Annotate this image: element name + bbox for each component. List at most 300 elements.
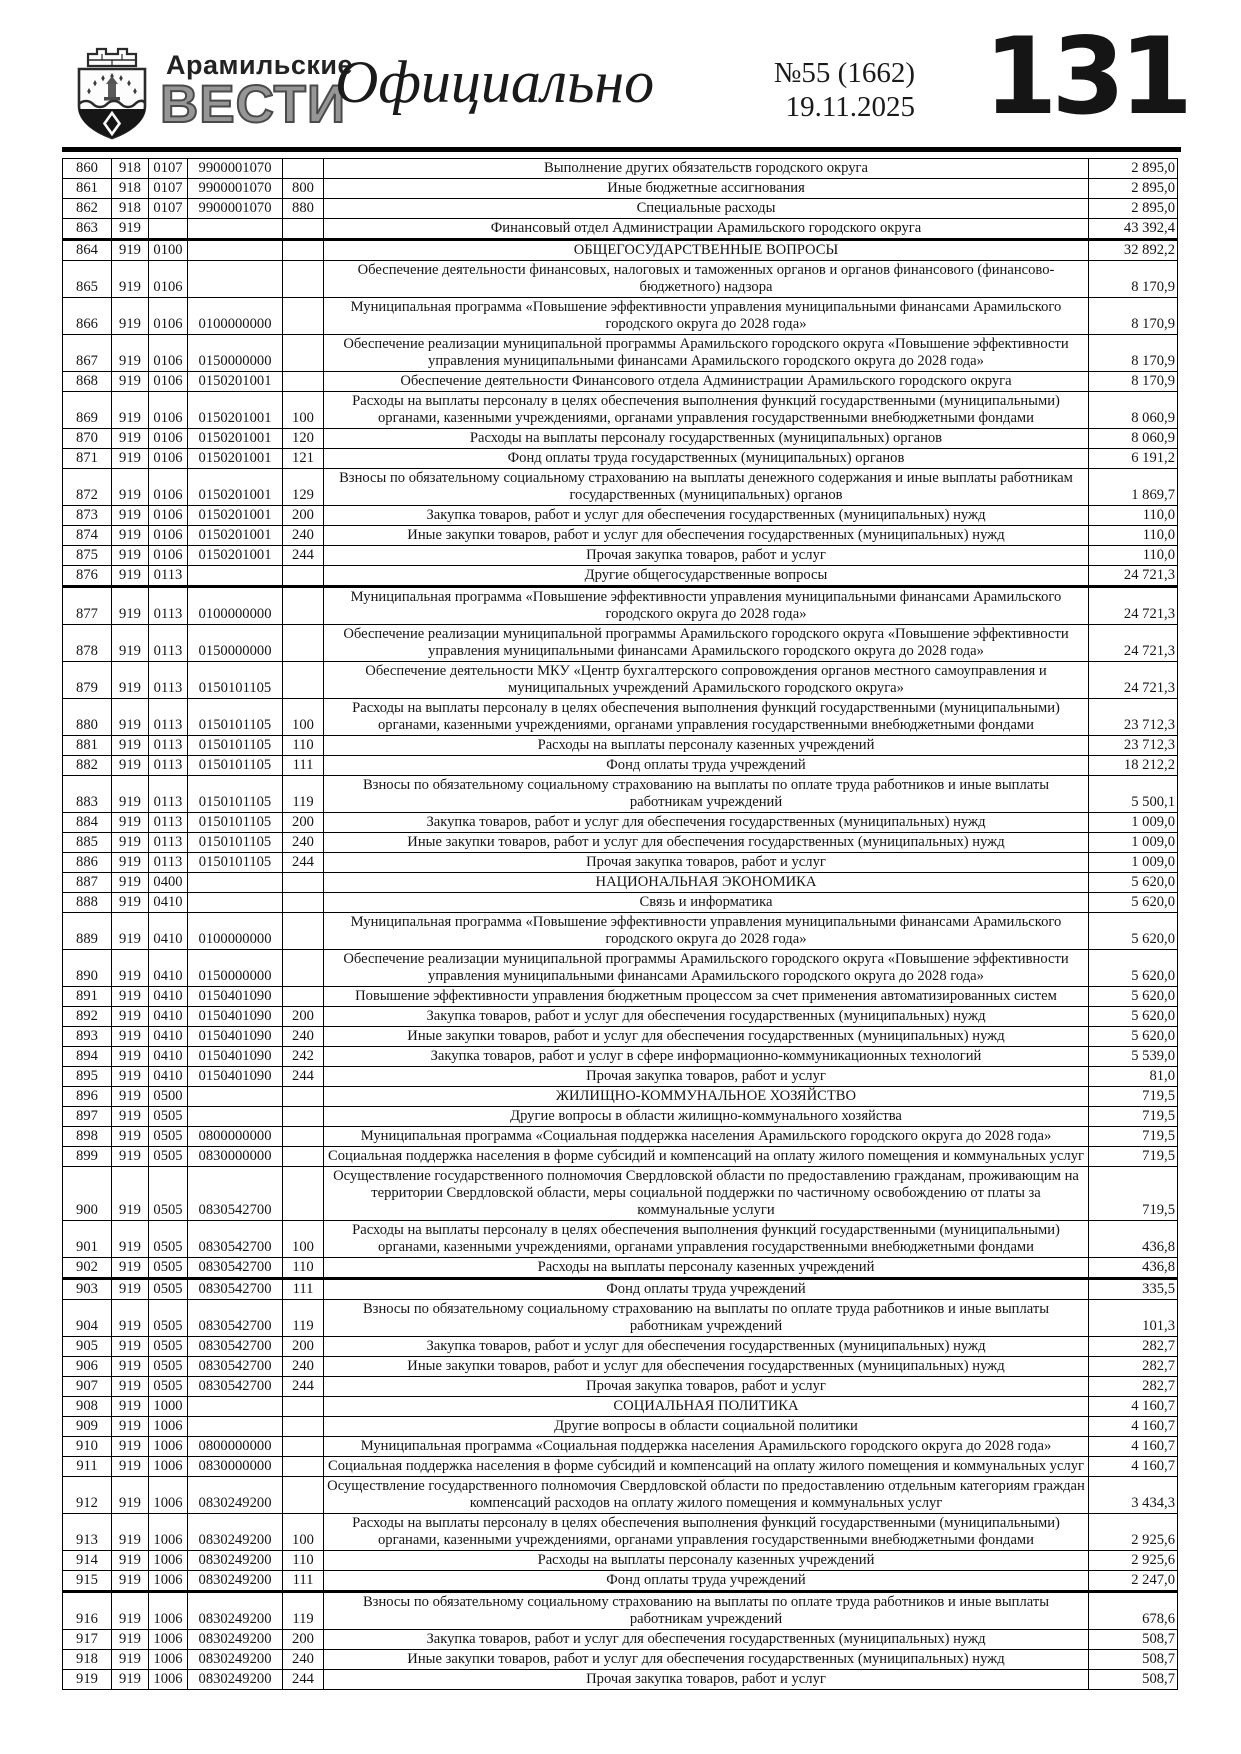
grbs-code-cell: 919: [112, 429, 149, 449]
grbs-code-cell: 919: [112, 833, 149, 853]
target-article-code-cell: 0830000000: [188, 1457, 283, 1477]
expense-name-cell: Взносы по обязательному социальному страхованию на выплаты по оплате труда работников и иные выплаты работникам учреждений: [324, 1592, 1089, 1630]
line-number-cell: 871: [63, 449, 112, 469]
expense-name-cell: Иные закупки товаров, работ и услуг для обеспечения государственных (муниципальных) нужд: [324, 1357, 1089, 1377]
amount-cell: 1 009,0: [1089, 853, 1178, 873]
expense-name-cell: Иные закупки товаров, работ и услуг для обеспечения государственных (муниципальных) нужд: [324, 1027, 1089, 1047]
expense-name-cell: Расходы на выплаты персоналу в целях обеспечения выполнения функций государственными (муниципальными) органами, казенными учреждениями, органами управления государственными внебюджетными фондами: [324, 1514, 1089, 1551]
grbs-code-cell: 919: [112, 699, 149, 736]
target-article-code-cell: [188, 1397, 283, 1417]
target-article-code-cell: [188, 873, 283, 893]
amount-cell: 8 170,9: [1089, 298, 1178, 335]
line-number-cell: 903: [63, 1279, 112, 1300]
section-code-cell: 0106: [149, 298, 188, 335]
expense-name-cell: Прочая закупка товаров, работ и услуг: [324, 546, 1089, 566]
table-row: [63, 199, 1178, 219]
table-row: [63, 950, 1178, 987]
amount-cell: 32 892,2: [1089, 240, 1178, 261]
section-code-cell: 0505: [149, 1167, 188, 1221]
expense-type-code-cell: [283, 219, 324, 240]
grbs-code-cell: 919: [112, 335, 149, 372]
expense-type-code-cell: [283, 987, 324, 1007]
table-row: [63, 546, 1178, 566]
expense-type-code-cell: [283, 240, 324, 261]
table-row: [63, 1477, 1178, 1514]
expense-name-cell: Закупка товаров, работ и услуг для обеспечения государственных (муниципальных) нужд: [324, 1337, 1089, 1357]
line-number-cell: 898: [63, 1127, 112, 1147]
target-article-code-cell: 0830249200: [188, 1571, 283, 1592]
amount-cell: 110,0: [1089, 506, 1178, 526]
expense-type-code-cell: [283, 893, 324, 913]
line-number-cell: 865: [63, 261, 112, 298]
amount-cell: 8 170,9: [1089, 335, 1178, 372]
grbs-code-cell: 919: [112, 756, 149, 776]
section-code-cell: 0106: [149, 506, 188, 526]
section-code-cell: 0106: [149, 335, 188, 372]
line-number-cell: 893: [63, 1027, 112, 1047]
line-number-cell: 909: [63, 1417, 112, 1437]
amount-cell: 24 721,3: [1089, 662, 1178, 699]
section-code-cell: 0400: [149, 873, 188, 893]
amount-cell: 335,5: [1089, 1279, 1178, 1300]
grbs-code-cell: 919: [112, 506, 149, 526]
expense-name-cell: Связь и информатика: [324, 893, 1089, 913]
target-article-code-cell: 0830249200: [188, 1477, 283, 1514]
grbs-code-cell: 919: [112, 1147, 149, 1167]
section-code-cell: 0505: [149, 1221, 188, 1258]
line-number-cell: 905: [63, 1337, 112, 1357]
grbs-code-cell: 919: [112, 1357, 149, 1377]
expense-type-code-cell: [283, 1127, 324, 1147]
target-article-code-cell: 0150101105: [188, 833, 283, 853]
line-number-cell: 917: [63, 1630, 112, 1650]
amount-cell: 719,5: [1089, 1107, 1178, 1127]
table-row: [63, 1107, 1178, 1127]
expense-name-cell: Закупка товаров, работ и услуг в сфере информационно-коммуникационных технологий: [324, 1047, 1089, 1067]
amount-cell: 5 620,0: [1089, 893, 1178, 913]
amount-cell: 1 009,0: [1089, 813, 1178, 833]
section-title: Официально: [335, 49, 655, 115]
amount-cell: 23 712,3: [1089, 699, 1178, 736]
expense-type-code-cell: 129: [283, 469, 324, 506]
grbs-code-cell: 919: [112, 813, 149, 833]
section-code-cell: 0410: [149, 1067, 188, 1087]
expense-type-code-cell: [283, 1147, 324, 1167]
target-article-code-cell: 0830249200: [188, 1670, 283, 1690]
table-row: [63, 372, 1178, 392]
amount-cell: 436,8: [1089, 1258, 1178, 1279]
grbs-code-cell: 919: [112, 1377, 149, 1397]
grbs-code-cell: 919: [112, 1417, 149, 1437]
target-article-code-cell: 0830542700: [188, 1258, 283, 1279]
line-number-cell: 875: [63, 546, 112, 566]
target-article-code-cell: 0150000000: [188, 950, 283, 987]
target-article-code-cell: 0830249200: [188, 1592, 283, 1630]
amount-cell: 436,8: [1089, 1221, 1178, 1258]
table-row: [63, 1067, 1178, 1087]
target-article-code-cell: 0150101105: [188, 662, 283, 699]
amount-cell: 5 620,0: [1089, 913, 1178, 950]
table-row: [63, 1357, 1178, 1377]
line-number-cell: 861: [63, 179, 112, 199]
expense-type-code-cell: 119: [283, 1592, 324, 1630]
section-code-cell: 0100: [149, 240, 188, 261]
target-article-code-cell: 9900001070: [188, 159, 283, 179]
table-row: [63, 853, 1178, 873]
section-code-cell: 0113: [149, 813, 188, 833]
amount-cell: 8 170,9: [1089, 261, 1178, 298]
line-number-cell: 874: [63, 526, 112, 546]
grbs-code-cell: 919: [112, 449, 149, 469]
target-article-code-cell: [188, 219, 283, 240]
expense-name-cell: Финансовый отдел Администрации Арамильского городского округа: [324, 219, 1089, 240]
expense-type-code-cell: [283, 335, 324, 372]
section-code-cell: 1006: [149, 1551, 188, 1571]
line-number-cell: 870: [63, 429, 112, 449]
table-row: [63, 1670, 1178, 1690]
amount-cell: 43 392,4: [1089, 219, 1178, 240]
section-code-cell: 0505: [149, 1377, 188, 1397]
section-code-cell: 1006: [149, 1457, 188, 1477]
table-row: [63, 987, 1178, 1007]
expense-type-code-cell: [283, 1477, 324, 1514]
expense-type-code-cell: [283, 372, 324, 392]
amount-cell: 8 170,9: [1089, 372, 1178, 392]
expense-type-code-cell: 200: [283, 1337, 324, 1357]
expense-type-code-cell: [283, 873, 324, 893]
table-row: [63, 1337, 1178, 1357]
expense-type-code-cell: 200: [283, 1007, 324, 1027]
expense-name-cell: Расходы на выплаты персоналу казенных учреждений: [324, 1258, 1089, 1279]
issue-info: [774, 56, 915, 124]
issue-number: №55 (1662): [773, 57, 915, 89]
amount-cell: 282,7: [1089, 1377, 1178, 1397]
section-code-cell: 0410: [149, 1047, 188, 1067]
line-number-cell: 915: [63, 1571, 112, 1592]
target-article-code-cell: 0150201001: [188, 469, 283, 506]
expense-name-cell: ОБЩЕГОСУДАРСТВЕННЫЕ ВОПРОСЫ: [324, 240, 1089, 261]
target-article-code-cell: [188, 240, 283, 261]
table-row: [63, 1027, 1178, 1047]
budget-table: [62, 158, 1178, 1690]
section-code-cell: 0107: [149, 179, 188, 199]
line-number-cell: 867: [63, 335, 112, 372]
line-number-cell: 889: [63, 913, 112, 950]
target-article-code-cell: 0100000000: [188, 913, 283, 950]
grbs-code-cell: 919: [112, 1437, 149, 1457]
line-number-cell: 884: [63, 813, 112, 833]
table-row: [63, 1087, 1178, 1107]
target-article-code-cell: 0150101105: [188, 853, 283, 873]
amount-cell: 1 009,0: [1089, 833, 1178, 853]
grbs-code-cell: 919: [112, 219, 149, 240]
section-code-cell: 1006: [149, 1630, 188, 1650]
expense-name-cell: Другие вопросы в области жилищно-коммунального хозяйства: [324, 1107, 1089, 1127]
target-article-code-cell: 0830249200: [188, 1630, 283, 1650]
grbs-code-cell: 919: [112, 1300, 149, 1337]
target-article-code-cell: 0830249200: [188, 1650, 283, 1670]
line-number-cell: 888: [63, 893, 112, 913]
line-number-cell: 900: [63, 1167, 112, 1221]
expense-name-cell: Расходы на выплаты персоналу казенных учреждений: [324, 1551, 1089, 1571]
expense-name-cell: Другие общегосударственные вопросы: [324, 566, 1089, 587]
expense-type-code-cell: [283, 913, 324, 950]
expense-type-code-cell: 244: [283, 1670, 324, 1690]
line-number-cell: 876: [63, 566, 112, 587]
line-number-cell: 907: [63, 1377, 112, 1397]
table-row: [63, 335, 1178, 372]
target-article-code-cell: 0830249200: [188, 1514, 283, 1551]
table-row: [63, 873, 1178, 893]
amount-cell: 5 620,0: [1089, 987, 1178, 1007]
expense-name-cell: Расходы на выплаты персоналу в целях обеспечения выполнения функций государственными (муниципальными) органами, казенными учреждениями, органами управления государственными внебюджетными фондами: [324, 1221, 1089, 1258]
line-number-cell: 916: [63, 1592, 112, 1630]
section-code-cell: 1000: [149, 1397, 188, 1417]
section-code-cell: 0106: [149, 526, 188, 546]
target-article-code-cell: 0150401090: [188, 1047, 283, 1067]
expense-type-code-cell: [283, 1397, 324, 1417]
expense-name-cell: Обеспечение реализации муниципальной программы Арамильского городского округа «Повышение эффективности управления муниципальными финансами Арамильского городского округа до 2028 года»: [324, 335, 1089, 372]
amount-cell: 719,5: [1089, 1087, 1178, 1107]
expense-name-cell: Социальная поддержка населения в форме субсидий и компенсаций на оплату жилого помещения и коммунальных услуг: [324, 1147, 1089, 1167]
amount-cell: 8 060,9: [1089, 429, 1178, 449]
target-article-code-cell: 0150201001: [188, 449, 283, 469]
target-article-code-cell: 0150201001: [188, 429, 283, 449]
target-article-code-cell: [188, 1107, 283, 1127]
grbs-code-cell: 919: [112, 950, 149, 987]
table-row: [63, 1147, 1178, 1167]
expense-name-cell: Закупка товаров, работ и услуг для обеспечения государственных (муниципальных) нужд: [324, 1007, 1089, 1027]
expense-name-cell: Обеспечение деятельности финансовых, налоговых и таможенных органов и органов финансового (финансово-бюджетного) надзора: [324, 261, 1089, 298]
expense-name-cell: Муниципальная программа «Повышение эффективности управления муниципальными финансами Арамильского городского округа до 2028 года»: [324, 298, 1089, 335]
line-number-cell: 908: [63, 1397, 112, 1417]
table-row: [63, 1300, 1178, 1337]
section-code-cell: 0107: [149, 159, 188, 179]
grbs-code-cell: 919: [112, 1571, 149, 1592]
expense-type-code-cell: 111: [283, 1279, 324, 1300]
expense-type-code-cell: 100: [283, 1514, 324, 1551]
grbs-code-cell: 919: [112, 1630, 149, 1650]
line-number-cell: 879: [63, 662, 112, 699]
target-article-code-cell: 0150101105: [188, 699, 283, 736]
section-code-cell: 0113: [149, 625, 188, 662]
amount-cell: 2 247,0: [1089, 1571, 1178, 1592]
table-row: [63, 587, 1178, 625]
amount-cell: 81,0: [1089, 1067, 1178, 1087]
table-row: [63, 1377, 1178, 1397]
expense-type-code-cell: 240: [283, 1357, 324, 1377]
amount-cell: 101,3: [1089, 1300, 1178, 1337]
line-number-cell: 882: [63, 756, 112, 776]
expense-type-code-cell: [283, 625, 324, 662]
grbs-code-cell: 919: [112, 662, 149, 699]
issue-date: 19.11.2025: [785, 91, 915, 123]
section-code-cell: 1006: [149, 1592, 188, 1630]
section-code-cell: 0106: [149, 261, 188, 298]
amount-cell: 719,5: [1089, 1147, 1178, 1167]
expense-name-cell: Муниципальная программа «Повышение эффективности управления муниципальными финансами Арамильского городского округа до 2028 года»: [324, 913, 1089, 950]
target-article-code-cell: 9900001070: [188, 179, 283, 199]
line-number-cell: 860: [63, 159, 112, 179]
amount-cell: 5 539,0: [1089, 1047, 1178, 1067]
section-code-cell: 0106: [149, 449, 188, 469]
target-article-code-cell: 0830542700: [188, 1167, 283, 1221]
amount-cell: 4 160,7: [1089, 1397, 1178, 1417]
target-article-code-cell: [188, 1087, 283, 1107]
target-article-code-cell: 0150101105: [188, 756, 283, 776]
expense-name-cell: Фонд оплаты труда учреждений: [324, 1279, 1089, 1300]
expense-name-cell: Муниципальная программа «Социальная поддержка населения Арамильского городского округа до 2028 года»: [324, 1437, 1089, 1457]
line-number-cell: 877: [63, 587, 112, 625]
section-code-cell: [149, 219, 188, 240]
table-row: [63, 833, 1178, 853]
line-number-cell: 878: [63, 625, 112, 662]
target-article-code-cell: 0800000000: [188, 1437, 283, 1457]
grbs-code-cell: 919: [112, 1047, 149, 1067]
expense-type-code-cell: 200: [283, 506, 324, 526]
amount-cell: 5 620,0: [1089, 873, 1178, 893]
expense-name-cell: Специальные расходы: [324, 199, 1089, 219]
table-row: [63, 893, 1178, 913]
section-code-cell: 1006: [149, 1571, 188, 1592]
line-number-cell: 919: [63, 1670, 112, 1690]
amount-cell: 2 895,0: [1089, 179, 1178, 199]
target-article-code-cell: 0100000000: [188, 298, 283, 335]
table-row: [63, 756, 1178, 776]
expense-type-code-cell: [283, 1417, 324, 1437]
section-code-cell: 0113: [149, 566, 188, 587]
expense-type-code-cell: [283, 1457, 324, 1477]
section-code-cell: 0505: [149, 1357, 188, 1377]
line-number-cell: 862: [63, 199, 112, 219]
table-row: [63, 1592, 1178, 1630]
expense-type-code-cell: 100: [283, 392, 324, 429]
table-row: [63, 1571, 1178, 1592]
table-row: [63, 699, 1178, 736]
expense-name-cell: Иные закупки товаров, работ и услуг для обеспечения государственных (муниципальных) нужд: [324, 526, 1089, 546]
table-row: [63, 1551, 1178, 1571]
expense-name-cell: Обеспечение деятельности МКУ «Центр бухгалтерского сопровождения органов местного самоуправления и муниципальных учреждений Арамильского городского округа»: [324, 662, 1089, 699]
expense-name-cell: Взносы по обязательному социальному страхованию на выплаты по оплате труда работников и иные выплаты работникам учреждений: [324, 1300, 1089, 1337]
expense-name-cell: Закупка товаров, работ и услуг для обеспечения государственных (муниципальных) нужд: [324, 813, 1089, 833]
expense-type-code-cell: 244: [283, 1067, 324, 1087]
table-row: [63, 913, 1178, 950]
expense-name-cell: Фонд оплаты труда учреждений: [324, 1571, 1089, 1592]
table-row: [63, 179, 1178, 199]
section-code-cell: 0113: [149, 699, 188, 736]
section-code-cell: 0113: [149, 756, 188, 776]
target-article-code-cell: 0150000000: [188, 335, 283, 372]
table-row: [63, 662, 1178, 699]
expense-type-code-cell: [283, 662, 324, 699]
expense-type-code-cell: 111: [283, 756, 324, 776]
grbs-code-cell: 918: [112, 199, 149, 219]
grbs-code-cell: 919: [112, 372, 149, 392]
expense-type-code-cell: 121: [283, 449, 324, 469]
section-code-cell: 0106: [149, 392, 188, 429]
line-number-cell: 872: [63, 469, 112, 506]
target-article-code-cell: 0150101105: [188, 736, 283, 756]
section-code-cell: 0113: [149, 662, 188, 699]
line-number-cell: 864: [63, 240, 112, 261]
expense-name-cell: Расходы на выплаты персоналу в целях обеспечения выполнения функций государственными (муниципальными) органами, казенными учреждениями, органами управления государственными внебюджетными фондами: [324, 699, 1089, 736]
expense-name-cell: Обеспечение реализации муниципальной программы Арамильского городского округа «Повышение эффективности управления муниципальными финансами Арамильского городского округа до 2028 года»: [324, 950, 1089, 987]
grbs-code-cell: 919: [112, 873, 149, 893]
table-row: [63, 469, 1178, 506]
table-row: [63, 240, 1178, 261]
table-row: [63, 506, 1178, 526]
grbs-code-cell: 919: [112, 546, 149, 566]
section-code-cell: 0505: [149, 1147, 188, 1167]
expense-type-code-cell: 244: [283, 1377, 324, 1397]
amount-cell: 5 620,0: [1089, 1007, 1178, 1027]
expense-type-code-cell: 110: [283, 1551, 324, 1571]
grbs-code-cell: 919: [112, 1127, 149, 1147]
masthead: [0, 0, 1241, 146]
section-code-cell: 1006: [149, 1670, 188, 1690]
target-article-code-cell: 0150000000: [188, 625, 283, 662]
table-row: [63, 1437, 1178, 1457]
amount-cell: 24 721,3: [1089, 566, 1178, 587]
grbs-code-cell: 919: [112, 1514, 149, 1551]
grbs-code-cell: 918: [112, 159, 149, 179]
target-article-code-cell: 0150401090: [188, 1027, 283, 1047]
grbs-code-cell: 919: [112, 1592, 149, 1630]
expense-name-cell: Прочая закупка товаров, работ и услуг: [324, 1670, 1089, 1690]
grbs-code-cell: 919: [112, 587, 149, 625]
table-row: [63, 1167, 1178, 1221]
expense-type-code-cell: 244: [283, 853, 324, 873]
amount-cell: 719,5: [1089, 1167, 1178, 1221]
expense-name-cell: Осуществление государственного полномочия Свердловской области по предоставлению отдельным категориям граждан компенсаций расходов на оплату жилого помещения и коммунальных услуг: [324, 1477, 1089, 1514]
brand-name-top: Арамильские: [166, 50, 353, 80]
amount-cell: 5 500,1: [1089, 776, 1178, 813]
amount-cell: 678,6: [1089, 1592, 1178, 1630]
expense-type-code-cell: 800: [283, 179, 324, 199]
target-article-code-cell: 0150101105: [188, 813, 283, 833]
line-number-cell: 918: [63, 1650, 112, 1670]
expense-name-cell: Другие вопросы в области социальной политики: [324, 1417, 1089, 1437]
grbs-code-cell: 919: [112, 1007, 149, 1027]
amount-cell: 5 620,0: [1089, 1027, 1178, 1047]
expense-name-cell: Повышение эффективности управления бюджетным процессом за счет применения автоматизированных систем: [324, 987, 1089, 1007]
section-code-cell: 0106: [149, 469, 188, 506]
line-number-cell: 891: [63, 987, 112, 1007]
target-article-code-cell: 0150201001: [188, 372, 283, 392]
expense-type-code-cell: 111: [283, 1571, 324, 1592]
grbs-code-cell: 919: [112, 1107, 149, 1127]
target-article-code-cell: 0150201001: [188, 526, 283, 546]
grbs-code-cell: 919: [112, 526, 149, 546]
line-number-cell: 885: [63, 833, 112, 853]
expense-name-cell: Муниципальная программа «Повышение эффективности управления муниципальными финансами Арамильского городского округа до 2028 года»: [324, 587, 1089, 625]
line-number-cell: 869: [63, 392, 112, 429]
target-article-code-cell: 0830542700: [188, 1279, 283, 1300]
expense-name-cell: Прочая закупка товаров, работ и услуг: [324, 853, 1089, 873]
table-row: [63, 159, 1178, 179]
expense-type-code-cell: 240: [283, 526, 324, 546]
grbs-code-cell: 919: [112, 240, 149, 261]
line-number-cell: 894: [63, 1047, 112, 1067]
expense-name-cell: Взносы по обязательному социальному страхованию на выплаты по оплате труда работников и иные выплаты работникам учреждений: [324, 776, 1089, 813]
line-number-cell: 890: [63, 950, 112, 987]
grbs-code-cell: 919: [112, 1279, 149, 1300]
section-code-cell: 0106: [149, 372, 188, 392]
expense-name-cell: СОЦИАЛЬНАЯ ПОЛИТИКА: [324, 1397, 1089, 1417]
amount-cell: 6 191,2: [1089, 449, 1178, 469]
expense-name-cell: Расходы на выплаты персоналу казенных учреждений: [324, 736, 1089, 756]
line-number-cell: 863: [63, 219, 112, 240]
